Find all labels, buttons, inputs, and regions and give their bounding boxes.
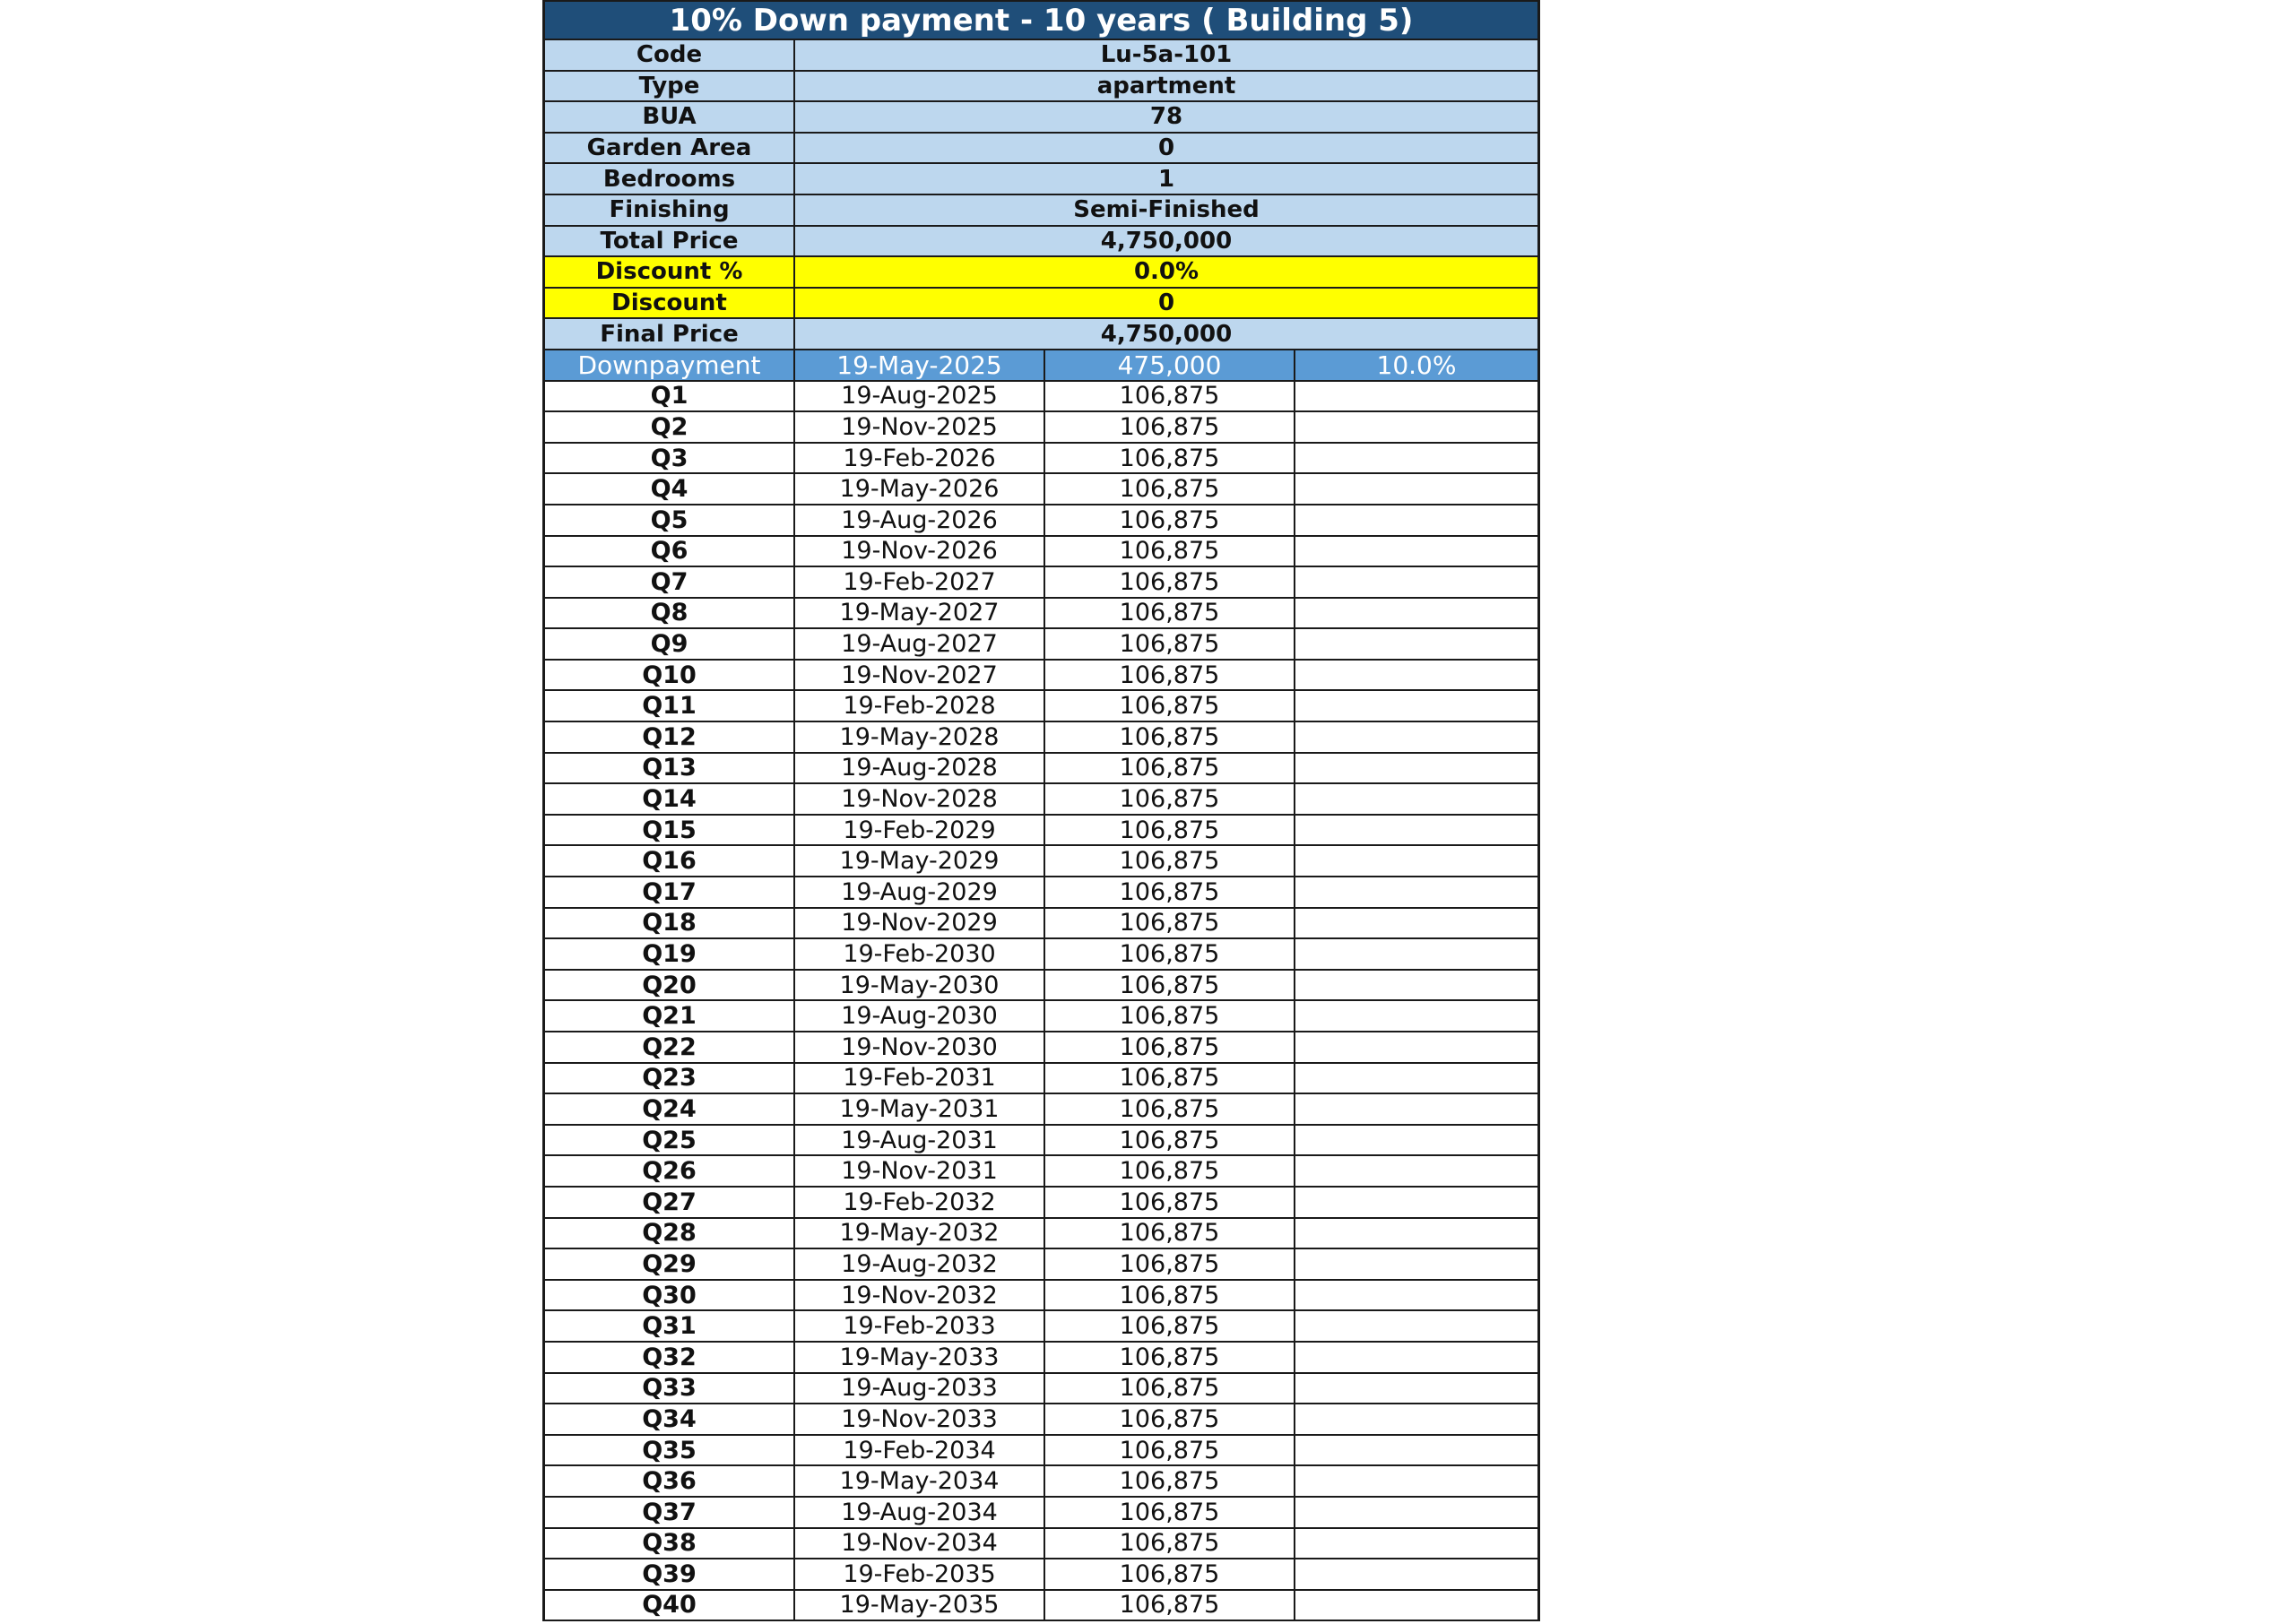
installment-amount: 106,875	[1045, 1249, 1295, 1279]
installment-amount: 106,875	[1045, 971, 1295, 1000]
installment-date: 19-Feb-2031	[795, 1064, 1045, 1093]
info-row	[542, 195, 1540, 227]
installment-row	[542, 661, 1540, 692]
info-label: Bedrooms	[545, 164, 795, 194]
installment-row	[542, 1466, 1540, 1498]
installment-empty	[1295, 1404, 1537, 1434]
installment-quarter: Q38	[545, 1529, 795, 1559]
installment-row	[542, 1249, 1540, 1281]
installment-quarter: Q6	[545, 537, 795, 566]
installment-row	[542, 1281, 1540, 1312]
installment-date: 19-Nov-2033	[795, 1404, 1045, 1434]
info-row	[542, 227, 1540, 258]
installment-amount: 106,875	[1045, 505, 1295, 535]
installment-quarter: Q11	[545, 691, 795, 721]
installment-empty	[1295, 1591, 1537, 1620]
installment-date: 19-May-2028	[795, 722, 1045, 752]
installment-quarter: Q30	[545, 1281, 795, 1310]
installment-row	[542, 1126, 1540, 1157]
info-value: Lu-5a-101	[1100, 41, 1233, 69]
installment-empty	[1295, 1529, 1537, 1559]
installment-row	[542, 505, 1540, 537]
installment-empty	[1295, 537, 1537, 566]
downpayment-amount: 475,000	[1045, 350, 1295, 380]
installment-date: 19-Nov-2029	[795, 909, 1045, 938]
installment-amount: 106,875	[1045, 722, 1295, 752]
installment-date: 19-Aug-2030	[795, 1001, 1045, 1031]
installment-date: 19-May-2027	[795, 599, 1045, 628]
info-value: apartment	[1096, 72, 1236, 99]
installment-empty	[1295, 1343, 1537, 1372]
installment-quarter: Q22	[545, 1032, 795, 1062]
installment-quarter: Q3	[545, 444, 795, 473]
info-label: BUA	[545, 102, 795, 132]
installment-date: 19-Aug-2027	[795, 629, 1045, 659]
installment-quarter: Q40	[545, 1591, 795, 1620]
installment-row	[542, 1219, 1540, 1250]
installment-quarter: Q17	[545, 877, 795, 907]
installment-row	[542, 382, 1540, 413]
installment-date: 19-Feb-2027	[795, 567, 1045, 597]
downpayment-percent: 10.0%	[1376, 350, 1457, 380]
installment-empty	[1295, 1094, 1537, 1124]
installment-empty	[1295, 1001, 1537, 1031]
installment-quarter: Q37	[545, 1498, 795, 1527]
installment-amount: 106,875	[1045, 877, 1295, 907]
installment-quarter: Q18	[545, 909, 795, 938]
installment-date: 19-Feb-2030	[795, 939, 1045, 969]
installment-quarter: Q21	[545, 1001, 795, 1031]
installment-date: 19-Nov-2027	[795, 661, 1045, 690]
installment-quarter: Q13	[545, 754, 795, 783]
installment-empty	[1295, 816, 1537, 845]
installment-row	[542, 629, 1540, 661]
installment-empty	[1295, 1281, 1537, 1310]
installment-empty	[1295, 1032, 1537, 1062]
installment-empty	[1295, 1374, 1537, 1404]
info-value: 0	[1157, 134, 1175, 162]
installment-row	[542, 1001, 1540, 1032]
installment-amount: 106,875	[1045, 691, 1295, 721]
installment-amount: 106,875	[1045, 661, 1295, 690]
info-label: Total Price	[545, 227, 795, 256]
installment-row	[542, 909, 1540, 940]
installment-row	[542, 784, 1540, 816]
info-row	[542, 40, 1540, 72]
installment-row	[542, 691, 1540, 722]
installment-empty	[1295, 412, 1537, 442]
installment-row	[542, 1374, 1540, 1405]
installment-date: 19-May-2034	[795, 1466, 1045, 1496]
info-label: Discount	[545, 289, 795, 318]
installment-date: 19-Aug-2028	[795, 754, 1045, 783]
info-value: 0.0%	[1133, 258, 1199, 286]
installment-amount: 106,875	[1045, 599, 1295, 628]
installment-row	[542, 971, 1540, 1002]
info-label: Type	[545, 72, 795, 101]
installment-empty	[1295, 722, 1537, 752]
installment-empty	[1295, 754, 1537, 783]
installment-date: 19-May-2030	[795, 971, 1045, 1000]
installment-quarter: Q25	[545, 1126, 795, 1155]
installment-row	[542, 537, 1540, 568]
installment-amount: 106,875	[1045, 382, 1295, 411]
installment-empty	[1295, 1249, 1537, 1279]
installment-amount: 106,875	[1045, 1404, 1295, 1434]
installment-amount: 106,875	[1045, 1094, 1295, 1124]
info-label: Garden Area	[545, 134, 795, 163]
info-row	[542, 102, 1540, 134]
info-value: 78	[1149, 103, 1183, 131]
installment-amount: 106,875	[1045, 412, 1295, 442]
installment-quarter: Q1	[545, 382, 795, 411]
installment-date: 19-Nov-2025	[795, 412, 1045, 442]
installment-amount: 106,875	[1045, 537, 1295, 566]
installment-amount: 106,875	[1045, 1498, 1295, 1527]
installment-date: 19-Feb-2028	[795, 691, 1045, 721]
installment-empty	[1295, 846, 1537, 876]
installment-amount: 106,875	[1045, 444, 1295, 473]
installment-amount: 106,875	[1045, 816, 1295, 845]
installment-date: 19-May-2035	[795, 1591, 1045, 1620]
installment-amount: 106,875	[1045, 1559, 1295, 1589]
installment-empty	[1295, 661, 1537, 690]
installment-amount: 106,875	[1045, 1064, 1295, 1093]
installment-quarter: Q35	[545, 1436, 795, 1465]
installment-empty	[1295, 474, 1537, 504]
installment-row	[542, 1311, 1540, 1343]
installment-quarter: Q15	[545, 816, 795, 845]
installment-date: 19-Nov-2026	[795, 537, 1045, 566]
installment-empty	[1295, 505, 1537, 535]
installment-empty	[1295, 909, 1537, 938]
installment-date: 19-Feb-2029	[795, 816, 1045, 845]
installment-amount: 106,875	[1045, 846, 1295, 876]
installment-quarter: Q29	[545, 1249, 795, 1279]
info-value: 4,750,000	[1100, 227, 1233, 255]
installment-date: 19-Aug-2026	[795, 505, 1045, 535]
installment-empty	[1295, 784, 1537, 814]
installment-amount: 106,875	[1045, 1436, 1295, 1465]
installment-empty	[1295, 599, 1537, 628]
installment-date: 19-Nov-2034	[795, 1529, 1045, 1559]
installment-quarter: Q4	[545, 474, 795, 504]
installment-date: 19-Nov-2030	[795, 1032, 1045, 1062]
installment-date: 19-Aug-2025	[795, 382, 1045, 411]
installment-empty	[1295, 939, 1537, 969]
installment-quarter: Q12	[545, 722, 795, 752]
installment-row	[542, 1591, 1540, 1622]
installment-empty	[1295, 1466, 1537, 1496]
installment-date: 19-Nov-2032	[795, 1281, 1045, 1310]
info-row	[542, 319, 1540, 350]
installment-row	[542, 1498, 1540, 1529]
info-value: 4,750,000	[1100, 320, 1233, 348]
info-row	[542, 289, 1540, 320]
installment-row	[542, 939, 1540, 971]
installment-quarter: Q7	[545, 567, 795, 597]
installment-amount: 106,875	[1045, 1032, 1295, 1062]
installment-row	[542, 1064, 1540, 1095]
installment-amount: 106,875	[1045, 1529, 1295, 1559]
info-value: 0	[1157, 289, 1175, 317]
info-row	[542, 257, 1540, 289]
installment-amount: 106,875	[1045, 1343, 1295, 1372]
installment-date: 19-Feb-2034	[795, 1436, 1045, 1465]
installment-date: 19-Feb-2035	[795, 1559, 1045, 1589]
installment-empty	[1295, 1436, 1537, 1465]
installment-row	[542, 1188, 1540, 1219]
installment-amount: 106,875	[1045, 629, 1295, 659]
installment-amount: 106,875	[1045, 1188, 1295, 1217]
installment-amount: 106,875	[1045, 1126, 1295, 1155]
info-label: Discount %	[545, 257, 795, 287]
installment-row	[542, 1032, 1540, 1064]
installment-date: 19-Feb-2033	[795, 1311, 1045, 1341]
installment-empty	[1295, 1311, 1537, 1341]
installment-quarter: Q26	[545, 1156, 795, 1186]
installment-date: 19-Aug-2033	[795, 1374, 1045, 1404]
installment-empty	[1295, 1559, 1537, 1589]
installment-amount: 106,875	[1045, 1281, 1295, 1310]
installment-date: 19-Feb-2026	[795, 444, 1045, 473]
info-row	[542, 72, 1540, 103]
installment-row	[542, 1404, 1540, 1436]
installment-empty	[1295, 1126, 1537, 1155]
info-row	[542, 134, 1540, 165]
installment-empty	[1295, 1498, 1537, 1527]
installment-date: 19-May-2031	[795, 1094, 1045, 1124]
installment-empty	[1295, 971, 1537, 1000]
installment-quarter: Q8	[545, 599, 795, 628]
installment-quarter: Q28	[545, 1219, 795, 1248]
installment-row	[542, 1559, 1540, 1591]
installment-quarter: Q36	[545, 1466, 795, 1496]
installment-empty	[1295, 1064, 1537, 1093]
installment-quarter: Q24	[545, 1094, 795, 1124]
installment-date: 19-May-2026	[795, 474, 1045, 504]
installment-date: 19-Feb-2032	[795, 1188, 1045, 1217]
installment-amount: 106,875	[1045, 1156, 1295, 1186]
installment-row	[542, 1529, 1540, 1560]
installment-quarter: Q23	[545, 1064, 795, 1093]
installment-row	[542, 412, 1540, 444]
installment-amount: 106,875	[1045, 939, 1295, 969]
installment-quarter: Q2	[545, 412, 795, 442]
installment-amount: 106,875	[1045, 1374, 1295, 1404]
installment-row	[542, 816, 1540, 847]
installment-row	[542, 846, 1540, 877]
installment-amount: 106,875	[1045, 909, 1295, 938]
installment-date: 19-Nov-2028	[795, 784, 1045, 814]
installment-date: 19-Nov-2031	[795, 1156, 1045, 1186]
installment-quarter: Q10	[545, 661, 795, 690]
unit-info-section	[542, 40, 1540, 350]
installment-quarter: Q39	[545, 1559, 795, 1589]
installment-date: 19-Aug-2029	[795, 877, 1045, 907]
info-value: 1	[1157, 165, 1175, 193]
installment-amount: 106,875	[1045, 567, 1295, 597]
installment-empty	[1295, 444, 1537, 473]
installment-empty	[1295, 1219, 1537, 1248]
installment-quarter: Q5	[545, 505, 795, 535]
installment-row	[542, 722, 1540, 754]
installment-amount: 106,875	[1045, 754, 1295, 783]
installment-quarter: Q33	[545, 1374, 795, 1404]
installment-quarter: Q16	[545, 846, 795, 876]
installment-empty	[1295, 691, 1537, 721]
installment-row	[542, 877, 1540, 909]
installment-date: 19-May-2033	[795, 1343, 1045, 1372]
installment-quarter: Q27	[545, 1188, 795, 1217]
installment-empty	[1295, 877, 1537, 907]
installment-empty	[1295, 567, 1537, 597]
info-label: Code	[545, 40, 795, 70]
installment-empty	[1295, 1156, 1537, 1186]
installment-date: 19-May-2029	[795, 846, 1045, 876]
downpayment-date: 19-May-2025	[795, 350, 1045, 380]
info-value: Semi-Finished	[1073, 196, 1260, 224]
installment-amount: 106,875	[1045, 1591, 1295, 1620]
installment-empty	[1295, 629, 1537, 659]
plan-title: 10% Down payment - 10 years ( Building 5)	[542, 0, 1540, 40]
installment-amount: 106,875	[1045, 1001, 1295, 1031]
installment-date: 19-May-2032	[795, 1219, 1045, 1248]
installment-amount: 106,875	[1045, 784, 1295, 814]
installment-date: 19-Aug-2031	[795, 1126, 1045, 1155]
installment-amount: 106,875	[1045, 1219, 1295, 1248]
installment-row	[542, 1436, 1540, 1467]
installment-row	[542, 1094, 1540, 1126]
installment-quarter: Q34	[545, 1404, 795, 1434]
installment-amount: 106,875	[1045, 474, 1295, 504]
installment-row	[542, 474, 1540, 505]
installment-quarter: Q19	[545, 939, 795, 969]
installment-quarter: Q31	[545, 1311, 795, 1341]
info-label: Finishing	[545, 195, 795, 225]
installment-amount: 106,875	[1045, 1466, 1295, 1496]
payment-plan-table	[542, 0, 1540, 1621]
installment-quarter: Q20	[545, 971, 795, 1000]
installment-quarter: Q14	[545, 784, 795, 814]
installment-row	[542, 1343, 1540, 1374]
info-row	[542, 164, 1540, 195]
installment-row	[542, 1156, 1540, 1188]
downpayment-row	[542, 350, 1540, 382]
downpayment-label: Downpayment	[545, 350, 795, 380]
installment-empty	[1295, 382, 1537, 411]
installment-quarter: Q9	[545, 629, 795, 659]
installment-empty	[1295, 1188, 1537, 1217]
installment-row	[542, 567, 1540, 599]
installment-quarter: Q32	[545, 1343, 795, 1372]
installment-amount: 106,875	[1045, 1311, 1295, 1341]
installment-row	[542, 599, 1540, 630]
installment-row	[542, 754, 1540, 785]
installment-date: 19-Aug-2032	[795, 1249, 1045, 1279]
installment-date: 19-Aug-2034	[795, 1498, 1045, 1527]
installment-row	[542, 444, 1540, 475]
installments-section	[542, 382, 1540, 1622]
info-label: Final Price	[545, 319, 795, 349]
